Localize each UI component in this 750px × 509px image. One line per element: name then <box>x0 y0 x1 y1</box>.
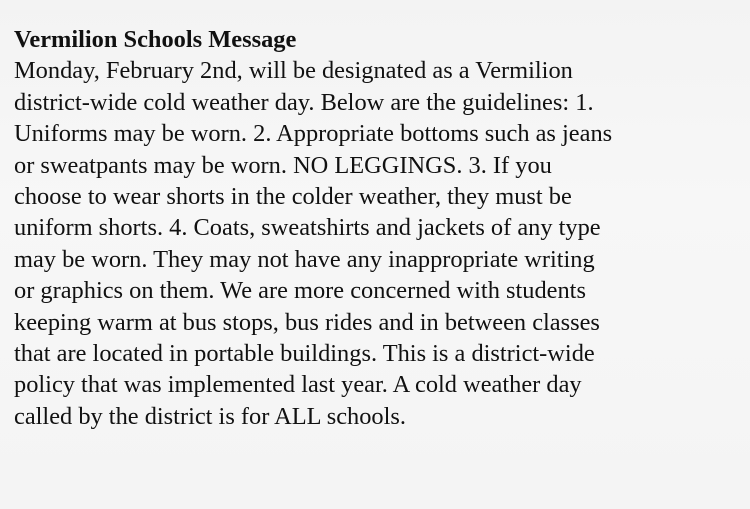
message-line: that are located in portable buildings. This is a district-wide <box>14 340 595 368</box>
message-line: keeping warm at bus stops, bus rides and in between classes <box>14 308 600 336</box>
message-line: district-wide cold weather day. Below are the guidelines: 1. <box>14 88 594 116</box>
message-line: or graphics on them. We are more concerned with students <box>14 277 586 305</box>
message-title: Vermilion Schools Message <box>14 26 297 53</box>
message-line: may be worn. They may not have any inappropriate writing <box>14 245 595 273</box>
message-line: called by the district is for ALL schools. <box>14 402 406 430</box>
message-line: uniform shorts. 4. Coats, sweatshirts and jackets of any type <box>14 214 601 242</box>
message-block <box>14 24 744 432</box>
message-line: Monday, February 2nd, will be designated as a Vermilion <box>14 57 573 85</box>
message-line: choose to wear shorts in the colder weather, they must be <box>14 183 572 211</box>
message-line: policy that was implemented last year. A cold weather day <box>14 371 582 399</box>
message-line: or sweatpants may be worn. NO LEGGINGS. 3. If you <box>14 151 552 179</box>
message-line: Uniforms may be worn. 2. Appropriate bottoms such as jeans <box>14 120 613 148</box>
